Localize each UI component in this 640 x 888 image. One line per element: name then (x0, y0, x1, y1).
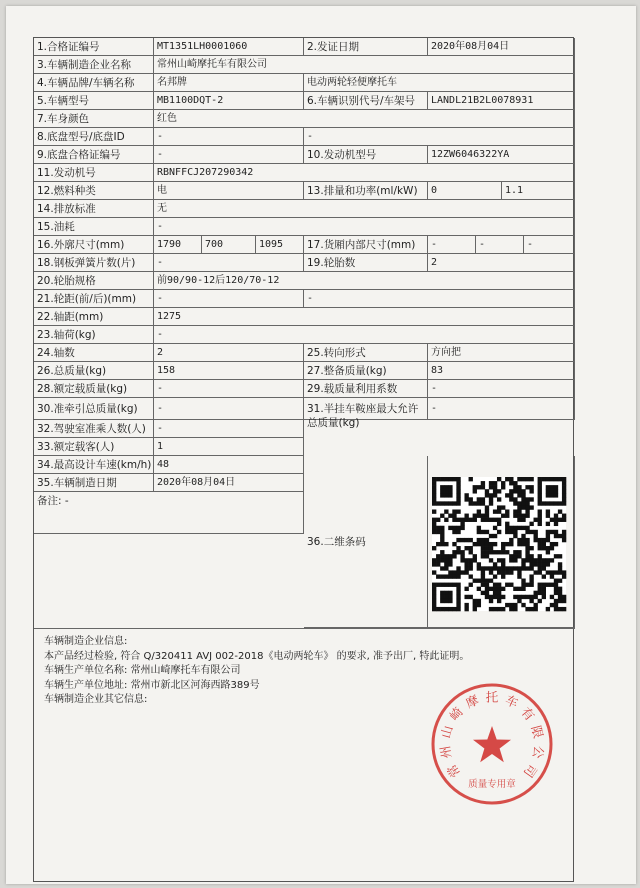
field-value-r10-c2: 无 (154, 200, 575, 218)
field-label-r3-c1: 4.车辆品牌/车辆名称 (34, 74, 154, 92)
field-value-r15-c3: - (304, 290, 575, 308)
field-label-r1-c1: 1.合格证编号 (34, 38, 154, 56)
stamp-ring-char: 州 (437, 744, 455, 760)
field-label-r15-c1: 21.轮距(前/后)(mm) (34, 290, 154, 308)
field-value-r23-c2: 1 (154, 438, 304, 456)
field-label-r14-c1: 20.轮胎规格 (34, 272, 154, 290)
field-value-r6-c3: - (304, 128, 575, 146)
field-value-r21-c2: - (154, 398, 304, 420)
field-label-r21-c3: 31.半挂车鞍座最大允许总质量(kg) (304, 398, 428, 420)
other-info-label: 车辆制造企业其它信息: (44, 694, 148, 705)
field-label-r18-c3: 25.转向形式 (304, 344, 428, 362)
field-label-r6-c1: 8.底盘型号/底盘ID (34, 128, 154, 146)
section-divider (34, 628, 575, 629)
stamp-ring-char: 限 (528, 723, 547, 740)
field-value-r12-c7: - (476, 236, 524, 254)
producer-name-label: 车辆生产单位名称: (44, 665, 128, 676)
field-value-r9-c4: 0 (428, 182, 502, 200)
field-label-r1-c3: 2.发证日期 (304, 38, 428, 56)
producer-address-label: 车辆生产单位地址: (44, 679, 128, 691)
field-label-r7-c1: 9.底盘合格证编号 (34, 146, 154, 164)
producer-name: 常州山崎摩托车有限公司 (130, 665, 241, 676)
field-label-r4-c3: 6.车辆识别代号/车架号 (304, 92, 428, 110)
field-value-r7-c4: 12ZW6046322YA (428, 146, 575, 164)
field-label-r20-c3: 29.载质量利用系数 (304, 380, 428, 398)
field-value-r12-c6: - (428, 236, 476, 254)
field-label-r11-c1: 15.油耗 (34, 218, 154, 236)
field-value-r19-c2: 158 (154, 362, 304, 380)
field-label-r19-c1: 26.总质量(kg) (34, 362, 154, 380)
field-value-r14-c2: 前90/90-12后120/70-12 (154, 272, 575, 290)
field-label-r10-c1: 14.排放标准 (34, 200, 154, 218)
field-value-r4-c4: LANDL21B2L0078931 (428, 92, 575, 110)
field-value-r3-c2: 名邦牌 (154, 74, 304, 92)
field-label-r7-c3: 10.发动机型号 (304, 146, 428, 164)
certificate-paper (6, 6, 636, 884)
stamp-ring-char: 托 (485, 689, 499, 705)
field-value-r1-c2: MT1351LH0001060 (154, 38, 304, 56)
field-label-r13-c3: 19.轮胎数 (304, 254, 428, 272)
field-value-r9-c5: 1.1 (502, 182, 575, 200)
field-value-r15-c2: - (154, 290, 304, 308)
field-value-r17-c2: - (154, 326, 575, 344)
field-label-r4-c1: 5.车辆型号 (34, 92, 154, 110)
field-label-r9-c3: 13.排量和功率(ml/kW) (304, 182, 428, 200)
field-value-r13-c4: 2 (428, 254, 575, 272)
stamp-ring-char: 司 (520, 761, 541, 781)
field-label-r26-c1: 备注: - (34, 492, 304, 534)
conformity-certificate-table (33, 37, 574, 882)
field-label-r23-c1: 33.额定载客(人) (34, 438, 154, 456)
stamp-ring-char: 摩 (463, 691, 482, 711)
stamp-ring-char: 崎 (446, 704, 466, 724)
field-value-r12-c4: 1095 (256, 236, 304, 254)
field-label-r2-c1: 3.车辆制造企业名称 (34, 56, 154, 74)
field-label-r18-c1: 24.轴数 (34, 344, 154, 362)
field-value-r3-c3: 电动两轮轻便摩托车 (304, 74, 575, 92)
field-label-r21-c1: 30.准牵引总质量(kg) (34, 398, 154, 420)
field-value-r20-c4: - (428, 380, 575, 398)
company-seal-stamp (429, 681, 555, 807)
svg-text:质量专用章: 质量专用章 (468, 779, 516, 790)
qr-code-graphic (432, 477, 566, 611)
field-value-r19-c4: 83 (428, 362, 575, 380)
field-label-r22-c1: 32.驾驶室准乘人数(人) (34, 420, 154, 438)
field-value-r6-c2: - (154, 128, 304, 146)
field-label-r12-c1: 16.外廓尺寸(mm) (34, 236, 154, 254)
field-value-r1-c4: 2020年08月04日 (428, 38, 575, 56)
field-label-r24-c1: 34.最高设计车速(km/h) (34, 456, 154, 474)
stamp-ring-char: 有 (518, 704, 538, 724)
field-label-r13-c1: 18.钢板弹簧片数(片) (34, 254, 154, 272)
field-label-r9-c1: 12.燃料种类 (34, 182, 154, 200)
field-label-r19-c3: 27.整备质量(kg) (304, 362, 428, 380)
field-label-r16-c1: 22.轴距(mm) (34, 308, 154, 326)
field-value-r4-c2: MB1100DQT-2 (154, 92, 304, 110)
maker-info-heading: 车辆制造企业信息: (44, 636, 128, 647)
field-value-r12-c2: 1790 (154, 236, 202, 254)
field-value-r7-c2: - (154, 146, 304, 164)
field-label-r17-c1: 23.轴荷(kg) (34, 326, 154, 344)
field-label-r20-c1: 28.额定载质量(kg) (34, 380, 154, 398)
field-label-r5-c1: 7.车身颜色 (34, 110, 154, 128)
field-value-r18-c2: 2 (154, 344, 304, 362)
field-value-r5-c2: 红色 (154, 110, 575, 128)
field-value-r24-c2: 48 (154, 456, 304, 474)
producer-address: 常州市新北区河海西路389号 (130, 679, 260, 691)
field-value-r12-c3: 700 (202, 236, 256, 254)
stamp-ring-char: 公 (529, 744, 547, 760)
field-value-r8-c2: RBNFFCJ207290342 (154, 164, 575, 182)
field-value-r20-c2: - (154, 380, 304, 398)
field-value-r2-c2: 常州山崎摩托车有限公司 (154, 56, 575, 74)
producer-name-line (44, 664, 564, 679)
stamp-ring-char: 车 (502, 691, 521, 711)
qr-code-label: 36.二维条码 (304, 456, 428, 628)
field-value-r18-c4: 方向把 (428, 344, 575, 362)
stamp-ring-char: 常 (443, 761, 464, 781)
field-label-r25-c1: 35.车辆制造日期 (34, 474, 154, 492)
field-value-r13-c2: - (154, 254, 304, 272)
stamp-ring-char: 山 (437, 723, 456, 740)
field-value-r21-c4: - (428, 398, 575, 420)
field-value-r12-c8: - (524, 236, 575, 254)
field-value-r16-c2: 1275 (154, 308, 575, 326)
field-value-r22-c2: - (154, 420, 304, 438)
field-value-r25-c2: 2020年08月04日 (154, 474, 304, 492)
field-value-r11-c2: - (154, 218, 575, 236)
field-label-r12-c5: 17.货厢内部尺寸(mm) (304, 236, 428, 254)
field-value-r9-c2: 电 (154, 182, 304, 200)
field-label-r8-c1: 11.发动机号 (34, 164, 154, 182)
maker-info-statement: 本产品经过检验, 符合 Q/320411 AVJ 002-2018《电动两轮车》 的要求, 准予出厂, 特此证明。 (44, 650, 470, 662)
qr-code (432, 477, 566, 611)
